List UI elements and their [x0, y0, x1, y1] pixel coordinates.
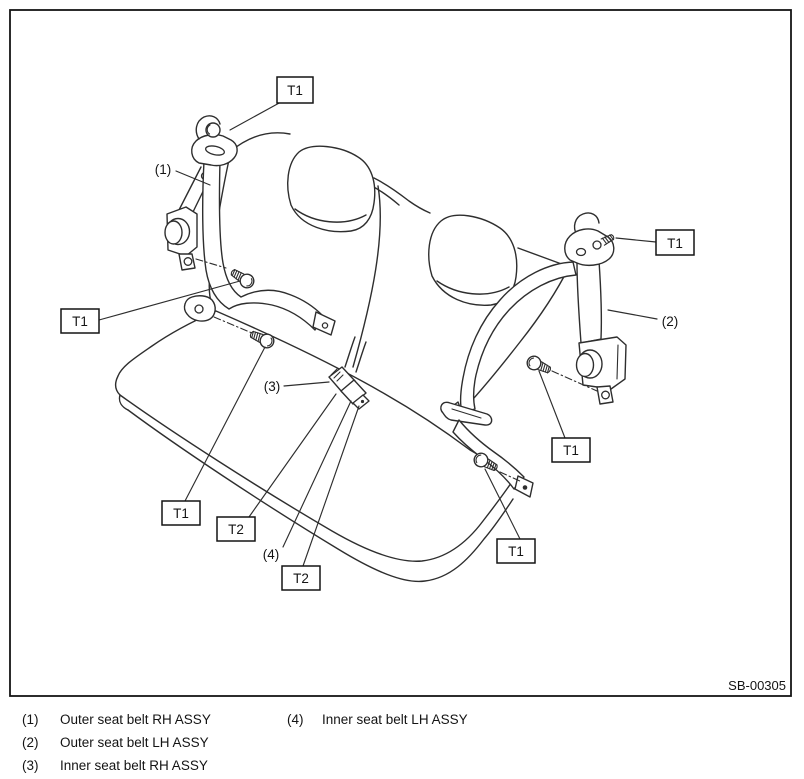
legend-number: (1)	[22, 712, 39, 727]
callout-label: T1	[667, 236, 683, 251]
legend-name: Outer seat belt RH ASSY	[60, 712, 211, 727]
leader-line	[230, 102, 281, 130]
bolt-icon	[525, 354, 553, 377]
legend	[22, 712, 468, 773]
part-callout-3: (3)	[263, 379, 281, 394]
torque-callout-t2-first	[217, 517, 255, 541]
retractor-right-tab	[597, 386, 613, 404]
upper-anchor-right	[565, 229, 614, 265]
callout-label: T2	[228, 522, 244, 537]
retractor-left-drum-face	[165, 221, 182, 244]
headrest-right	[429, 215, 517, 305]
inner-belt-webbing-stub	[345, 337, 366, 372]
part-callout-4: (4)	[262, 547, 280, 562]
torque-callout-t1-bottom-right	[497, 539, 535, 563]
torque-callout-t1-left	[61, 309, 99, 333]
seatback-top-seam	[372, 186, 399, 205]
part-callout-1: (1)	[154, 162, 172, 177]
torque-callout-t2-second	[282, 566, 320, 590]
legend-number: (2)	[22, 735, 39, 750]
torque-callout-t1-bottom-left	[162, 501, 200, 525]
vertical-webbing-right	[577, 261, 601, 343]
upper-anchor-bolt-left	[206, 123, 220, 137]
torque-callout-t1-top-right	[656, 230, 694, 255]
figure-code: SB-00305	[728, 678, 786, 693]
leader-line	[616, 238, 656, 242]
legend-number: (3)	[22, 758, 39, 773]
torque-callout-t1-top-left	[277, 77, 313, 103]
headrest-left	[288, 146, 375, 231]
legend-name: Inner seat belt LH ASSY	[322, 712, 468, 727]
inner-buckle-tab-hole	[361, 400, 364, 403]
leader-line	[608, 310, 657, 319]
callout-label: T2	[293, 571, 309, 586]
anchor-tab-hole-right	[523, 485, 528, 490]
torque-callout-t1-mid-right	[552, 438, 590, 462]
seatback-top-edge-left	[231, 133, 290, 151]
callout-label: T1	[563, 443, 579, 458]
callout-label: T1	[508, 544, 524, 559]
retractor-right-drum-face	[577, 354, 594, 377]
bolt-icon	[228, 266, 256, 291]
callout-label: T1	[72, 314, 88, 329]
legend-number: (4)	[287, 712, 304, 727]
leader-line	[539, 371, 565, 438]
seatback-top-edge-mid	[374, 178, 430, 213]
lap-anchor-plate-left	[185, 296, 216, 321]
callout-label: T1	[287, 83, 303, 98]
retractor-left-tab	[179, 254, 195, 270]
legend-name: Inner seat belt RH ASSY	[60, 758, 208, 773]
legend-name: Outer seat belt LH ASSY	[60, 735, 209, 750]
part-callout-2: (2)	[661, 314, 679, 329]
callout-label: T1	[173, 506, 189, 521]
diagram-border	[10, 10, 791, 696]
